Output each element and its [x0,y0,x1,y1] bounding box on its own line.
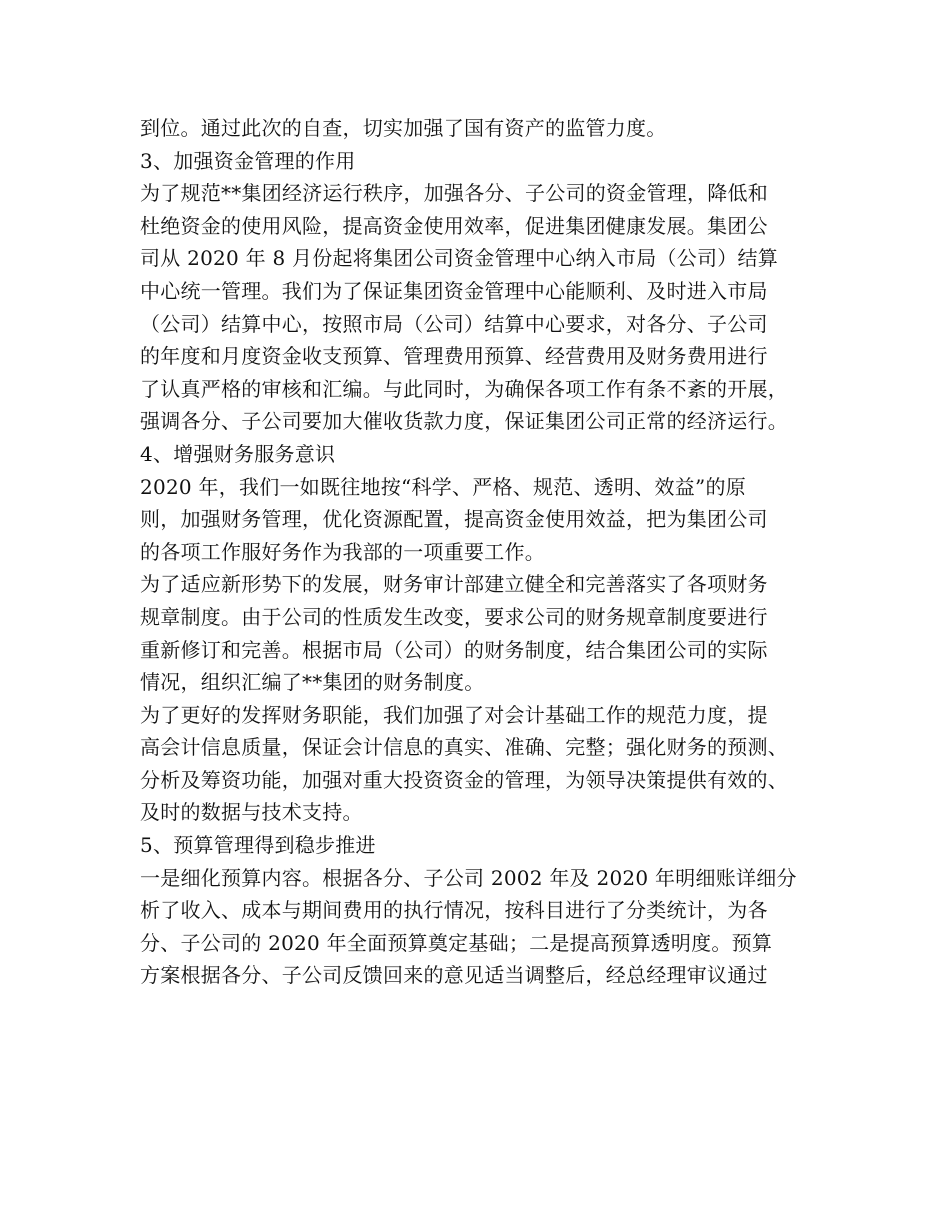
text-line: 情况，组织汇编了**集团的财务制度。 [140,670,485,695]
text-line: 司从 2020 年 8 月份起将集团公司资金管理中心纳入市局（公司）结算 [140,246,779,271]
text-line: 到位。通过此次的自查，切实加强了国有资产的监管力度。 [140,116,667,140]
text-line: 规章制度。由于公司的性质发生改变，要求公司的财务规章制度要进行 [140,604,768,629]
section-heading: 4、增强财务服务意识 [140,441,336,466]
text-line: 重新修订和完善。根据市局（公司）的财务制度，结合集团公司的实际 [140,637,768,662]
text-line: 中心统一管理。我们为了保证集团资金管理中心能顺利、及时进入市局 [140,278,768,303]
text-line: 杜绝资金的使用风险，提高资金使用效率，促进集团健康发展。集团公 [140,213,768,238]
text-line: （公司）结算中心，按照市局（公司）结算中心要求，对各分、子公司 [140,311,768,336]
text-line: 了认真严格的审核和汇编。与此同时，为确保各项工作有条不紊的开展， [140,376,788,401]
text-line: 2020 年，我们一如既往地按“科学、严格、规范、透明、效益”的原 [140,474,746,499]
text-line: 及时的数据与技术支持。 [140,800,363,825]
text-line: 为了更好的发挥财务职能，我们加强了对会计基础工作的规范力度，提 [140,702,768,727]
text-line: 则，加强财务管理，优化资源配置，提高资金使用效益，把为集团公司 [140,507,768,532]
text-line: 的各项工作服好务作为我部的一项重要工作。 [140,539,545,564]
text-line: 为了适应新形势下的发展，财务审计部建立健全和完善落实了各项财务 [140,572,768,597]
section-heading: 3、加强资金管理的作用 [140,148,356,173]
text-line: 一是细化预算内容。根据各分、子公司 2002 年及 2020 年明细账详细分 [140,865,797,890]
text-line: 方案根据各分、子公司反馈回来的意见适当调整后，经总经理审议通过 [140,963,768,988]
section-heading: 5、预算管理得到稳步推进 [140,833,376,858]
text-line: 强调各分、子公司要加大催收货款力度，保证集团公司正常的经济运行。 [140,409,788,434]
text-line: 分析及筹资功能，加强对重大投资资金的管理，为领导决策提供有效的、 [140,767,788,792]
document-body [140,112,830,992]
text-line: 的年度和月度资金收支预算、管理费用预算、经营费用及财务费用进行 [140,344,768,369]
text-line: 分、子公司的 2020 年全面预算奠定基础；二是提高预算透明度。预算 [140,930,773,955]
text-line: 为了规范**集团经济运行秩序，加强各分、子公司的资金管理，降低和 [140,181,768,206]
text-line: 析了收入、成本与期间费用的执行情况，按科目进行了分类统计，为各 [140,898,768,923]
text-line: 高会计信息质量，保证会计信息的真实、准确、完整；强化财务的预测、 [140,735,788,760]
